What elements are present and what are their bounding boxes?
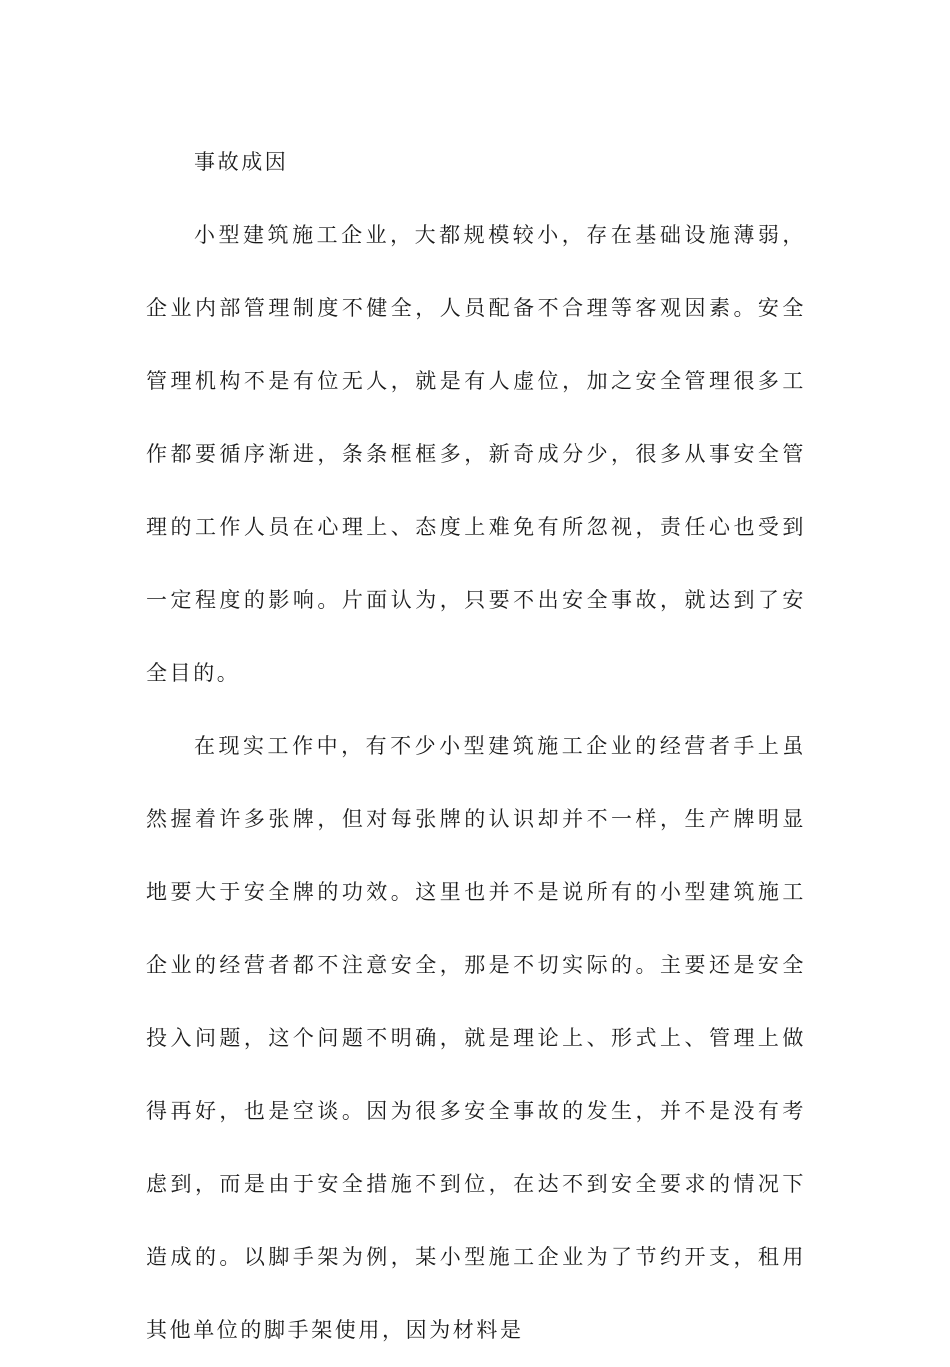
paragraph-2: 在现实工作中，有不少小型建筑施工企业的经营者手上虽然握着许多张牌，但对每张牌的认识却并不一样，生产牌明显地要大于安全牌的功效。这里也并不是说所有的小型建筑施工企业的经营者都不注意安全，那是不切实际的。主要还是安全投入问题，这个问题不明确，就是理论上、形式上、管理上做得再好，也是空谈。因为很多安全事故的发生，并不是没有考虑到，而是由于安全措施不到位，在达不到安全要求的情况下造成的。以脚手架为例，某小型施工企业为了节约开支，租用其他单位的脚手架使用，因为材料是 <box>146 734 806 1342</box>
section-heading: 事故成因 <box>194 150 289 174</box>
document-body <box>146 126 806 1367</box>
paragraph-1: 小型建筑施工企业，大都规模较小，存在基础设施薄弱，企业内部管理制度不健全，人员配备不合理等客观因素。安全管理机构不是有位无人，就是有人虚位，加之安全管理很多工作都要循序渐进，条条框框多，新奇成分少，很多从事安全管理的工作人员在心理上、态度上难免有所忽视，责任心也受到一定程度的影响。片面认为，只要不出安全事故，就达到了安全目的。 <box>146 223 806 685</box>
